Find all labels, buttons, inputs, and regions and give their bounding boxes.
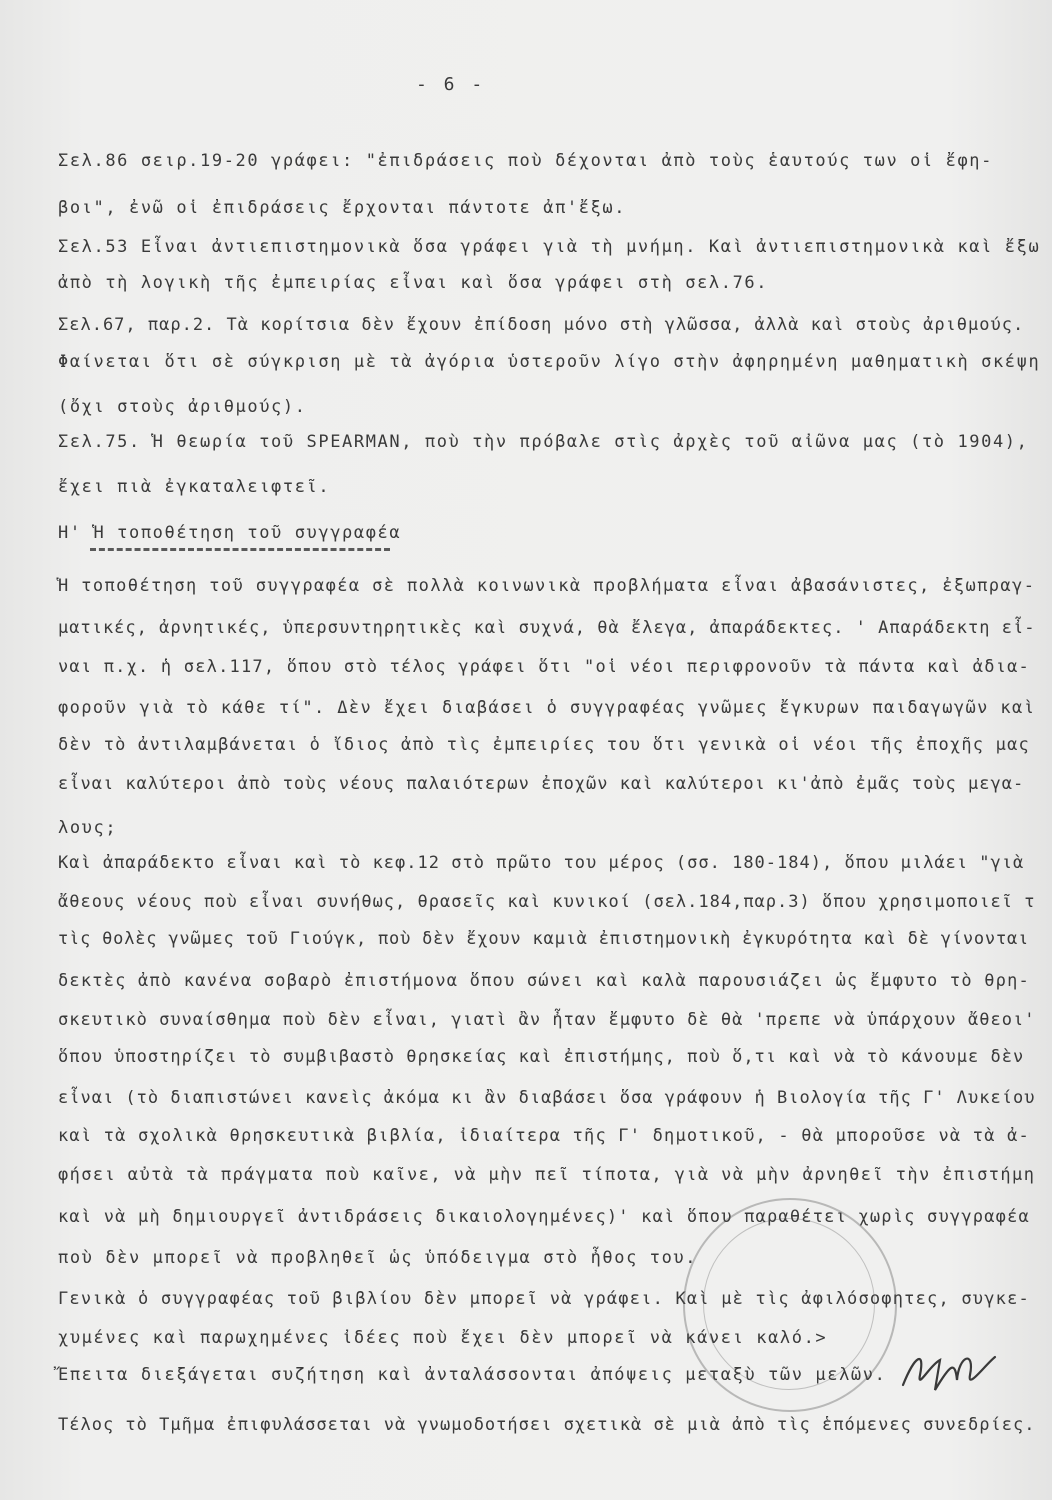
text-line: εἶναι (τὸ διαπιστώνει κανεὶς ἀκόμα κι ἂν διαβάσει ὅσα γράφουν ἡ Βιολογία τῆς Γ' Λυκείου xyxy=(58,1088,1036,1108)
text-line: Ἡ τοποθέτηση τοῦ συγγραφέα σὲ πολλὰ κοινωνικὰ προβλήματα εἶναι ἀβασάνιστες, ἐξωπραγ- xyxy=(58,576,1036,596)
text-line: Σελ.86 σειρ.19-20 γράφει: "ἐπιδράσεις ποὺ δέχονται ἀπὸ τοὺς ἑαυτούς των οἱ ἔφη- xyxy=(58,151,993,171)
text-line: σκευτικὸ συναίσθημα ποὺ δὲν εἶναι, γιατὶ ἂν ἦταν ἔμφυτο δὲ θὰ 'πρεπε νὰ ὑπάρχουν ἄθεοι' xyxy=(58,1010,1036,1030)
stamp-inner-ring xyxy=(703,1218,875,1390)
text-line: φοροῦν γιὰ τὸ κάθε τί". Δὲν ἔχει διαβάσει ὁ συγγραφέας γνῶμες ἔγκυρων παιδαγωγῶν καὶ xyxy=(58,698,1036,718)
text-line: καὶ νὰ μὴ δημιουργεῖ ἀντιδράσεις δικαιολογημένες)' καὶ ὅπου παραθέτει χωρὶς συγγραφέα xyxy=(58,1207,1030,1227)
text-line: ἔχει πιὰ ἐγκαταλειφτεῖ. xyxy=(58,477,331,497)
text-line: φήσει αὐτὰ τὰ πράγματα ποὺ καῖνε, νὰ μὴν πεῖ τίποτα, γιὰ νὰ μὴν ἀρνηθεῖ τὴν ἐπιστήμη xyxy=(58,1165,1036,1185)
heading-underline xyxy=(90,548,390,551)
text-line: βοι", ἐνῶ οἱ ἐπιδράσεις ἔρχονται πάντοτε ἀπ'ἔξω. xyxy=(58,198,627,218)
text-line: (ὄχι στοὺς ἀριθμούς). xyxy=(58,397,307,417)
page-number: - 6 - xyxy=(416,74,486,95)
official-stamp xyxy=(683,1198,897,1412)
text-line: Τέλος τὸ Τμῆμα ἐπιφυλάσσεται νὰ γνωμοδοτήσει σχετικὰ σὲ μιὰ ἀπὸ τὶς ἑπόμενες συνεδρίες. xyxy=(58,1415,1036,1435)
text-line: τὶς θολὲς γνῶμες τοῦ Γιούγκ, ποὺ δὲν ἔχουν καμιὰ ἐπιστημονικὴ ἐγκυρότητα καὶ δὲ γίνονται xyxy=(58,929,1030,949)
text-line: ἀπὸ τὴ λογικὴ τῆς ἐμπειρίας εἶναι καὶ ὅσα γράφει στὴ σελ.76. xyxy=(58,273,769,293)
text-line: ὅπου ὑποστηρίζει τὸ συμβιβαστὸ θρησκείας καὶ ἐπιστήμης, ποὺ ὅ,τι καὶ νὰ τὸ κάνουμε δὲν xyxy=(58,1047,1025,1067)
text-line: ποὺ δὲν μπορεῖ νὰ προβληθεῖ ὡς ὑπόδειγμα στὸ ἦθος του. xyxy=(58,1248,698,1268)
text-line: Φαίνεται ὅτι σὲ σύγκριση μὲ τὰ ἀγόρια ὑστεροῦν λίγο στὴν ἀφηρημένη μαθηματικὴ σκέψη xyxy=(58,352,1041,372)
text-line: χυμένες καὶ παρωχημένες ἰδέες ποὺ ἔχει δὲν μπορεῖ νὰ κάνει καλό.> xyxy=(58,1328,828,1348)
text-line: ματικές, ἀρνητικές, ὑπερσυντηρητικὲς καὶ συχνά, θὰ ἔλεγα, ἀπαράδεκτες. ' Απαράδεκτη εἶ- xyxy=(58,618,1036,638)
text-line: Σελ.75. Ἡ θεωρία τοῦ SPEARMAN, ποὺ τὴν πρόβαλε στὶς ἀρχὲς τοῦ αἰῶνα μας (τὸ 1904), xyxy=(58,432,1029,452)
text-line: Σελ.67, παρ.2. Τὰ κορίτσια δὲν ἔχουν ἐπίδοση μόνο στὴ γλῶσσα, ἀλλὰ καὶ στοὺς ἀριθμούς. xyxy=(58,315,1025,335)
text-line: λους; xyxy=(58,818,118,838)
text-line: ἄθεους νέους ποὺ εἶναι συνήθως, θρασεῖς καὶ κυνικοί (σελ.184,παρ.3) ὅπου χρησιμοποιεῖ τ xyxy=(58,892,1036,912)
text-line: εἶναι καλύτεροι ἀπὸ τοὺς νέους παλαιότερων ἐποχῶν καὶ καλύτεροι κι'ἀπὸ ἐμᾶς τοὺς μεγα- xyxy=(58,774,1025,794)
text-line: Σελ.53 Εἶναι ἀντιεπιστημονικὰ ὅσα γράφει γιὰ τὴ μνήμη. Καὶ ἀντιεπιστημονικὰ καὶ ἔξω xyxy=(58,237,1041,257)
text-line: Ἔπειτα διεξάγεται συζήτηση καὶ ἀνταλάσσονται ἀπόψεις μεταξὺ τῶν μελῶν. xyxy=(58,1365,887,1385)
text-line: δεκτὲς ἀπὸ κανένα σοβαρὸ ἐπιστήμονα ὅπου σώνει καὶ καλὰ παρουσιάζει ὡς ἔμφυτο τὸ θρη- xyxy=(58,971,1030,991)
text-line: καὶ τὰ σχολικὰ θρησκευτικὰ βιβλία, ἰδιαίτερα τῆς Γ' δημοτικοῦ, - θὰ μποροῦσε νὰ τὰ ἀ- xyxy=(58,1126,1030,1146)
section-heading: Η' Ἡ τοποθέτηση τοῦ συγγραφέα xyxy=(58,523,402,543)
text-line: δὲν τὸ ἀντιλαμβάνεται ὁ ἴδιος ἀπὸ τὶς ἐμπειρίες του ὅτι γενικὰ οἱ νέοι τῆς ἐποχῆς μας xyxy=(58,735,1030,755)
signature xyxy=(895,1335,1005,1405)
text-line: Γενικὰ ὁ συγγραφέας τοῦ βιβλίου δὲν μπορεῖ νὰ γράφει. Καὶ μὲ τὶς ἀφιλόσοφητες, συγκε- xyxy=(58,1289,1030,1309)
text-line: ναι π.χ. ἡ σελ.117, ὅπου στὸ τέλος γράφει ὅτι "οἱ νέοι περιφρονοῦν τὰ πάντα καὶ ἀδια- xyxy=(58,657,1030,677)
text-line: Καὶ ἀπαράδεκτο εἶναι καὶ τὸ κεφ.12 στὸ πρῶτο του μέρος (σσ. 180-184), ὅπου μιλάει "γιὰ xyxy=(58,853,1025,873)
